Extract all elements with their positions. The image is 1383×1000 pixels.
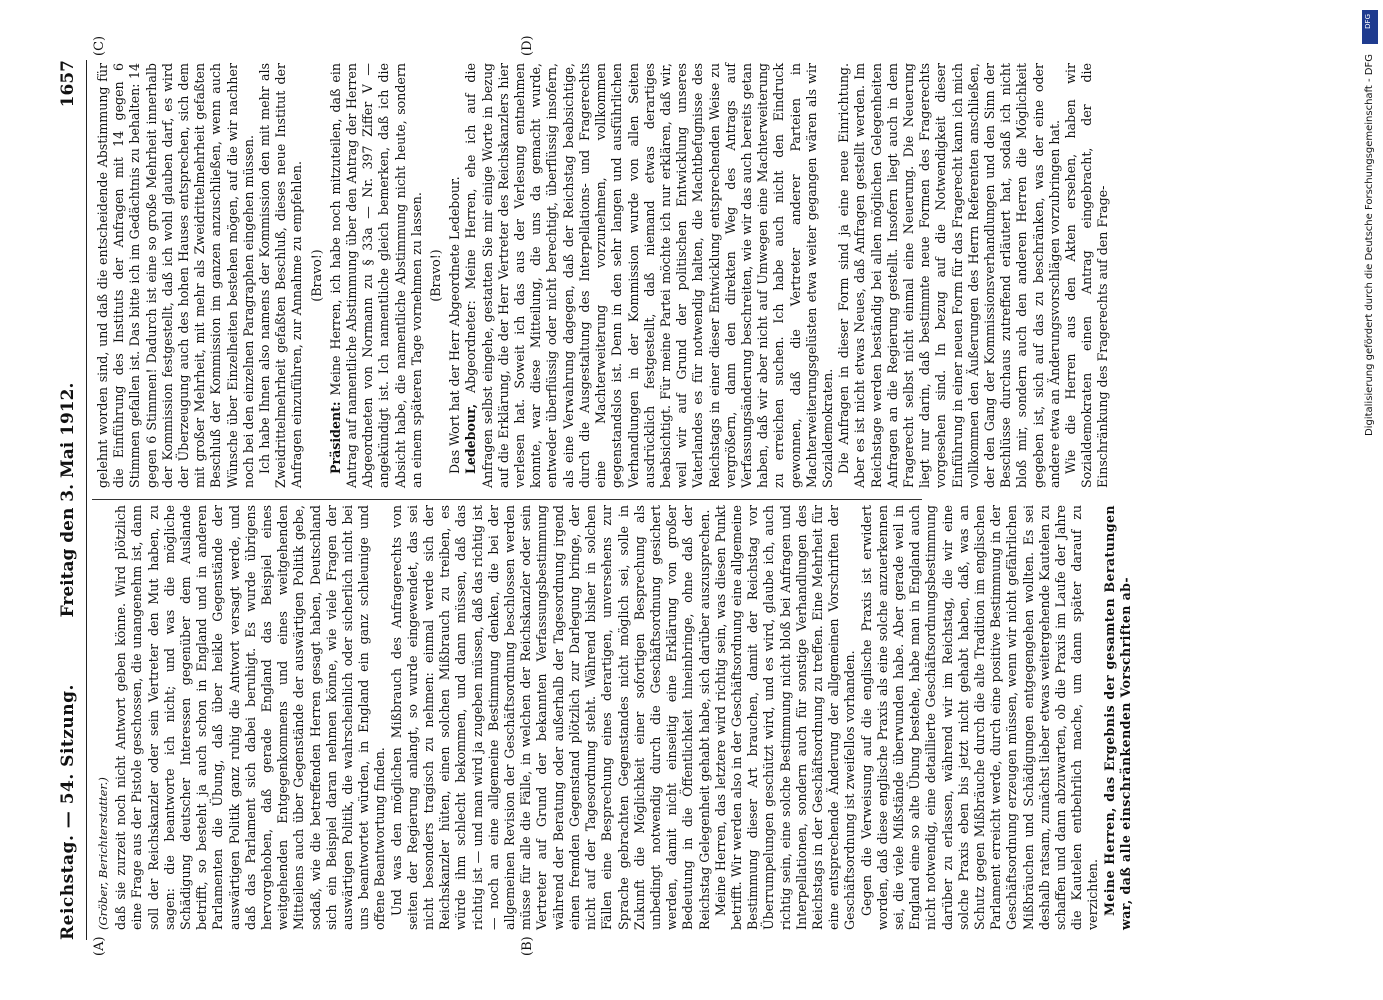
dfg-logo-text: DFG (1364, 14, 1372, 29)
margin-mark-a: (A) (92, 936, 107, 956)
margin-mark-b: (B) (520, 936, 535, 956)
margin-mark-d: (D) (520, 35, 535, 56)
paragraph: Meine Herren, das Ergebnis der gesamten Beratungen war, daß alle einschränkenden Vorschriften ab- (1101, 505, 1133, 930)
paragraph: daß sie zurzeit noch nicht Antwort geben könne. Wird plötzlich eine Frage aus der Pistole geschossen, die unangenehm ist, dann soll der Reichskanzler oder sein Vertreter den Mut haben, zu sagen: die beantworte ich nicht; und was die mögliche Schädigung deutscher Interessen gegenüber dem Auslande betrifft, so besteht ja auch schon in England und in anderen Parlamenten die Übung, daß über heikle Gegenstände der auswärtigen Politik ganz ruhig die Antwort versagt werde, und daß das Parlament sich dabei beruhigt. Es wurde übrigens hervorgehoben, daß gerade England das Beispiel eines weitgehenden Entgegenkommens und eines weitgehenden Mitteilens auch über Gegenstände der auswärtigen Politik gebe, sodaß, wie die betreffenden Herren gesagt haben, Deutschland sich ein Beispiel daran nehmen könne, wie viele Fragen der auswärtigen Politik, die wahrscheinlich oder sicherlich nicht bei uns beantwortet würden, in England ein ganz schleunige und offene Beantwortung finden. (113, 505, 388, 930)
paragraph: Gegen die Verweisung auf die englische Praxis ist erwidert worden, daß diese englische Praxis als eine solche anzuerkennen sei, die viele Mißstände überwunden habe. Aber gerade weil in England eine so alte Übung bestehe, habe man in England auch nicht notwendig, eine detaillierte Geschäftsordnungsbestimmung darüber zu erlassen, während wir im Reichstag, die wir eine solche Praxis eben bis jetzt nicht gehabt haben, daß, was an Schutz gegen Mißbräuche durch die alte Tradition im englischen Parlament erreicht werde, durch eine positive Bestimmung in der Geschäftsordnung erzeugen müssen, wenn wir nicht gefährlichen Mißbräuchen und Schädigungen entgegengehen wollten. Es sei deshalb ratsam, zunächst lieber etwas weitergehende Kautelen zu schaffen und dann abzuwarten, ob die Praxis im Laufe der Jahre die Kautelen entbehrlich mache, um dann später darauf zu verzichten. (858, 505, 1101, 930)
paragraph: Das Wort hat der Herr Abgeordnete Ledebour. (447, 176, 463, 474)
speaker-name: Präsident: (327, 401, 343, 474)
paragraph-ledebour (463, 63, 836, 488)
header-left: Reichstag. — 54. Sitzung. (58, 684, 78, 940)
speech-text: Meine Herren, ich habe noch mitzuteilen, daß ein Antrag auf namentliche Abstimmung über den Antrag der Herren Abgeordneten von Normann zu § 33a — Nr. 397 Ziffer V — angekündigt ist. Ich namentliche gleich bemerken, daß ich die Absicht habe, die namentliche Abstimmung nicht heute, sondern an einem späteren Tage vornehmen zu lassen. (327, 63, 424, 488)
paragraph-president (328, 63, 425, 488)
speaker-name: Ledebour, (463, 403, 479, 474)
interjection: (Bravo!) (308, 249, 324, 302)
header-center: Freitag den 3. Mai 1912. (58, 382, 78, 618)
paragraph: gelehnt worden sind, und daß die entscheidende Abstimmung für die Einführung des Instituts der Anfragen mit 14 gegen 6 Stimmen gefallen ist. Das bitte ich im Gedächtnis zu behalten: 14 gegen 6 Stimmen! Dadurch ist eine so große Mehrheit innerhalb der Kommission festgestellt, daß ich wohl glauben darf, es wird der Überzeugung auch des hohen Hauses entsprechen, sich dem mit großer Mehrheit, mit mehr als Zweidrittelmehrheit gefaßten Beschluß der Kommission im ganzen anzuschließen, wenn auch Wünsche über Einzelheiten bestehen mögen, auf die wir nachher noch bei den einzelnen Paragraphen eingehen müssen. (95, 63, 256, 488)
paragraph: Die Anfragen in dieser Form sind ja eine neue Einrichtung. Aber es ist nicht etwas Neues, daß Anfragen gestellt werden. Im Reichstage werden beständig bei allen möglichen Gelegenheiten Anfragen an die Regierung gestellt. Insofern liegt auch in dem Fragerecht selbst nicht einmal eine Neuerung. Die Neuerung liegt nur darin, daß bestimmte neue Formen des Fragerechts vorgesehen sind. In bezug auf die Notwendigkeit dieser Einführung in einer neuen Form für das Fragerecht kann ich mich vollkommen den Äußerungen des Herrn Referenten anschließen, der den Gang der Kommissionsverhandlungen und den Sinn der Beschlüsse durchaus zutreffend erläutert hat, sodaß ich nicht bloß mir, sondern auch den anderen Herren die Möglichkeit gegeben ist, sich auf das zu beschränken, was der eine oder andere etwa an Änderungsvorschlägen vorzubringen hat. (836, 63, 1062, 488)
speaker-role: Abgeordneter: (463, 300, 479, 393)
header-rule (86, 60, 87, 940)
margin-mark-c: (C) (92, 35, 107, 56)
right-column (95, 63, 1112, 488)
speech-text: Meine Herren, ehe ich auf die Anfragen selbst eingehe, gestatten Sie mir einige Worte in bezug auf die Erklärung, die der Herr Vertreter des Reichskanzlers hier verlesen hat. Soweit ich das aus der Verlesung entnehmen konnte, war diese Mitteilung, die uns da gemacht wurde, entweder überflüssig oder nicht berechtigt, überflüssig insofern, als eine Verwahrung dagegen, daß der Reichstag beabsichtige, durch die Ausgestaltung des Interpellations- und Fragerechts eine Machterweiterung vorzunehmen, vollkommen gegenstandslos ist. Denn in den sehr langen und ausführlichen Verhandlungen in der Kommission wurde von allen Seiten ausdrücklich festgestellt, daß niemand etwas derartiges beabsichtigt. Für meine Partei möchte ich nur erklären, daß wir, weil wir auf Grund der politischen Entwicklung unseres Vaterlandes es für notwendig halten, die Machtbefugnisse des Reichstags in einer dieser Entwicklung entsprechenden Weise zu vergrößern, dann den direkten Weg des Antrags auf Verfassungsänderung beschreiten, wie wir das auch bereits getan haben, daß wir aber nicht auf Umwegen eine Machterweiterung zu erreichen suchen. Ich habe auch nicht den Eindruck gewonnen, daß die Vertreter anderer Parteien in Machterweiterungsgelüsten etwa weiter gegangen wären als wir Sozialdemokraten. (463, 63, 835, 488)
page-header (58, 60, 84, 940)
paragraph: Und was den möglichen Mißbrauch des Anfragerechts von seiten der Regierung anlangt, so wurde eingewendet, das sei nicht besonders tragisch zu nehmen: einmal werde sich der Reichskanzler hüten, einen solchen Mißbrauch zu treiben, es würde ihm schlecht bekommen, und dann müssen, daß das richtig ist — und man wird ja zugeben müssen, daß das richtig ist — noch an eine allgemeine Bestimmung denken, die bei der allgemeinen Revision der Geschäftsordnung beschlossen werden müsse für alle die Fälle, in welchen der Reichskanzler oder sein Vertreter auf Grund der bekannten Verfassungsbestimmung während der Beratung oder außerhalb der Tagesordnung irgend einen fremden Gegenstand plötzlich zur Darlegung bringe, der nicht auf der Tagesordnung steht. Während bisher in solchen Fällen eine Besprechung eines derartigen, unversehens zur Sprache gebrachten Gegenstandes nicht möglich sei, solle in Zukunft die Möglichkeit einer sofortigen Besprechung als unbedingt notwendig durch die Geschäftsordnung gesichert werden, damit nicht einseitig eine Erklärung von großer Bedeutung in die Öffentlichkeit hineinbringe, ohne daß der Reichstag Gelegenheit gehabt habe, sich darüber auszusprechen. (388, 505, 712, 930)
paragraph: Ich habe Ihnen also namens der Kommission den mit mehr als Zweidrittelmehrheit gefaßten Beschluß, dieses neue Institut der Anfragen einzuführen, zur Annahme zu empfehlen. (257, 63, 305, 488)
dfg-logo (1362, 10, 1378, 44)
speaker-lead: (Gröber, Berichterstatter.) (96, 777, 110, 930)
page-number: 1657 (58, 60, 78, 108)
digitization-credit (1362, 10, 1378, 995)
column-rule (92, 499, 922, 500)
paragraph: Meine Herren, das letztere wird richtig sein, was diesen Punkt betrifft. Wir werden also in der Geschäftsordnung eine allgemeine Bestimmung dieser Art brauchen, damit der Reichstag vor Überrumpelungen geschützt wird, und es wird, glaube ich, auch richtig sein, eine solche Bestimmung nicht bloß bei Anfragen und Interpellationen, sondern auch für sonstige Verhandlungen des Reichstags in der Geschäftsordnung zu treffen. Eine Mehrheit für eine entsprechende Änderung der allgemeinen Vorschriften der Geschäftsordnung ist zweifellos vorhanden. (712, 505, 858, 930)
interjection: (Bravo!) (428, 249, 444, 302)
paragraph: Wie die Herren aus den Akten ersehen, haben wir Sozialdemokraten einen Antrag eingebracht, der die Einschränkung des Fragerechts auf den Frage- (1062, 63, 1111, 488)
credit-text: Digitalisierung gefördert durch die Deutsche Forschungsgemeinschaft - DFG (1364, 54, 1375, 437)
left-column (95, 505, 1134, 930)
